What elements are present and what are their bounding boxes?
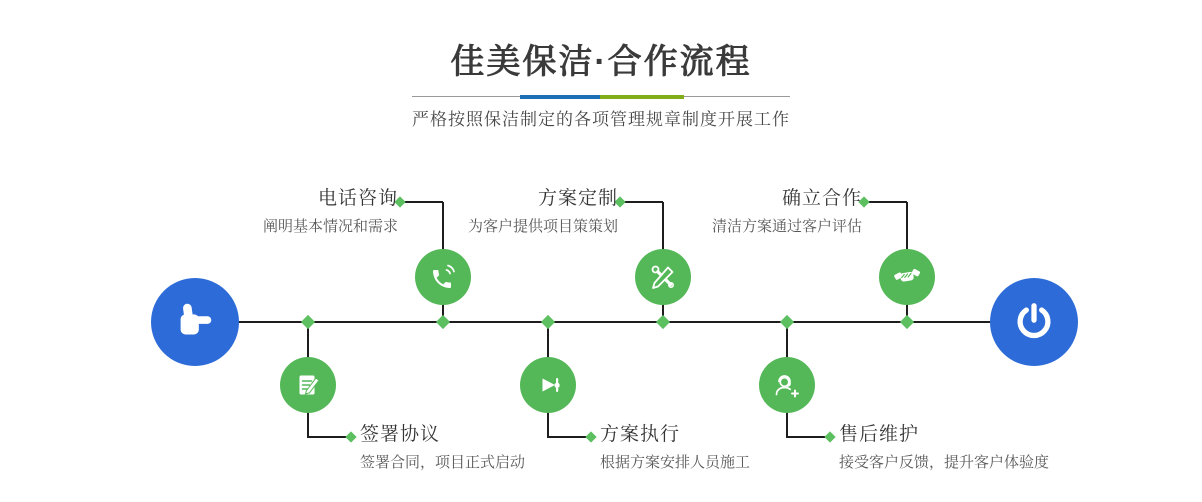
step-title: 确立合作 bbox=[781, 188, 862, 209]
power-icon bbox=[1011, 299, 1057, 345]
handshake-icon bbox=[891, 261, 923, 293]
junction-diamond bbox=[301, 315, 315, 329]
connector-line bbox=[868, 201, 907, 203]
pointing-hand-icon bbox=[172, 299, 218, 345]
junction-diamond bbox=[656, 315, 670, 329]
connector-line bbox=[624, 201, 663, 203]
label-diamond bbox=[585, 431, 596, 442]
connector-line bbox=[548, 436, 587, 438]
step-node-handshake bbox=[879, 249, 935, 305]
junction-diamond bbox=[541, 315, 555, 329]
step-desc: 阐明基本情况和需求 bbox=[262, 218, 398, 235]
play-execute-icon bbox=[532, 369, 564, 401]
timeline-end-node bbox=[990, 278, 1078, 366]
step-node-execute bbox=[520, 357, 576, 413]
connector-line bbox=[787, 436, 826, 438]
step-node-phone bbox=[415, 249, 471, 305]
step-title: 方案定制 bbox=[537, 188, 618, 209]
divider-blue-segment bbox=[520, 95, 600, 99]
section-header bbox=[0, 0, 1202, 129]
page-title: 佳美保洁·合作流程 bbox=[450, 43, 752, 81]
title-divider bbox=[412, 95, 790, 99]
step-plan-execute bbox=[600, 422, 750, 474]
step-plan-customize bbox=[468, 186, 618, 238]
page-subtitle: 严格按照保洁制定的各项管理规章制度开展工作 bbox=[412, 110, 790, 129]
step-title: 售后维护 bbox=[839, 424, 920, 445]
step-node-design bbox=[635, 249, 691, 305]
junction-diamond bbox=[780, 315, 794, 329]
label-diamond bbox=[824, 431, 835, 442]
customer-service-plus-icon bbox=[771, 369, 803, 401]
step-desc: 为客户提供项目策策划 bbox=[467, 218, 618, 235]
step-title: 签署协议 bbox=[360, 424, 441, 445]
step-establish-cooperation bbox=[712, 186, 862, 238]
step-sign-agreement bbox=[360, 422, 525, 474]
step-desc: 清洁方案通过客户评估 bbox=[711, 218, 862, 235]
step-node-contract bbox=[280, 357, 336, 413]
contract-edit-icon bbox=[292, 369, 324, 401]
step-desc: 根据方案安排人员施工 bbox=[600, 454, 751, 471]
junction-diamond bbox=[900, 315, 914, 329]
step-aftersales-maintain bbox=[839, 422, 1049, 474]
step-desc: 接受客户反馈，提升客户体验度 bbox=[839, 454, 1050, 471]
connector-line bbox=[404, 201, 443, 203]
design-tools-icon bbox=[647, 261, 679, 293]
divider-green-segment bbox=[600, 95, 684, 99]
junction-diamond bbox=[436, 315, 450, 329]
step-title: 方案执行 bbox=[600, 424, 681, 445]
step-node-aftersales bbox=[759, 357, 815, 413]
phone-icon bbox=[427, 261, 459, 293]
connector-line bbox=[308, 436, 347, 438]
step-phone-consult bbox=[263, 186, 398, 238]
timeline-start-node bbox=[151, 278, 239, 366]
step-title: 电话咨询 bbox=[317, 188, 398, 209]
step-desc: 签署合同，项目正式启动 bbox=[360, 454, 526, 471]
label-diamond bbox=[345, 431, 356, 442]
